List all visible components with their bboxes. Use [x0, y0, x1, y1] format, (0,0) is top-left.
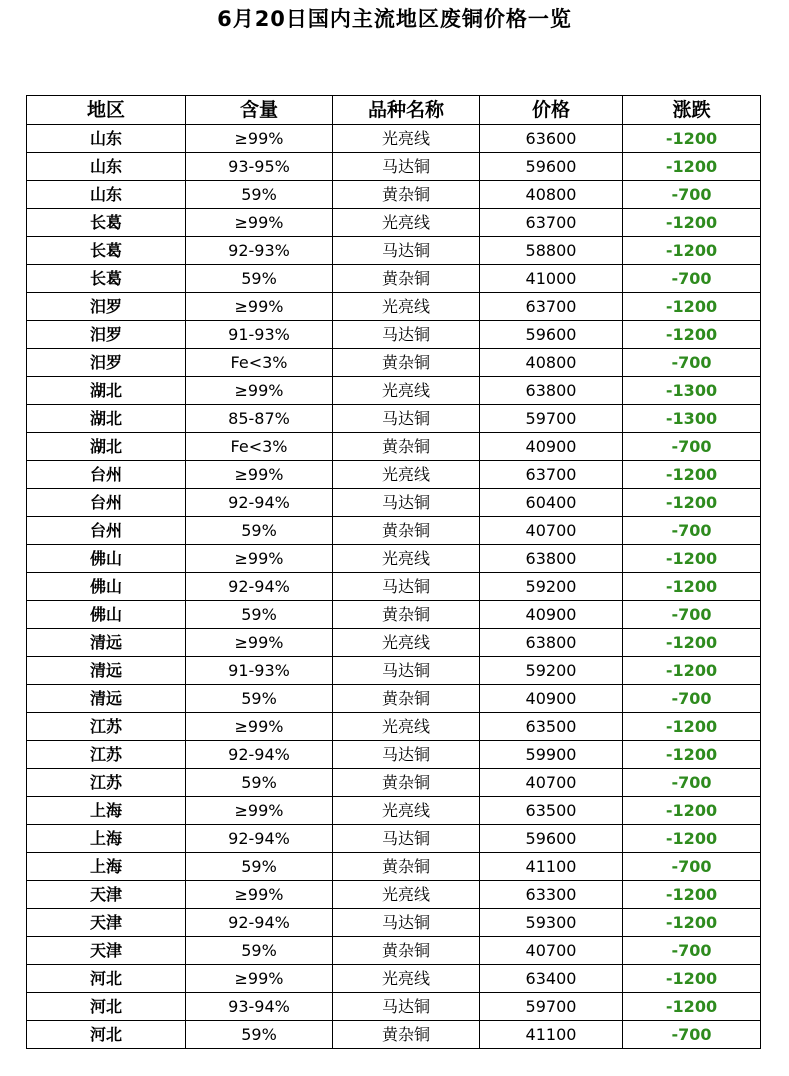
- cell-price: 63800: [480, 629, 623, 657]
- cell-price: 59900: [480, 741, 623, 769]
- cell-change: -700: [623, 517, 761, 545]
- cell-content: Fe<3%: [186, 433, 333, 461]
- cell-change: -1200: [623, 993, 761, 1021]
- cell-content: 59%: [186, 265, 333, 293]
- cell-price: 40700: [480, 517, 623, 545]
- table-row: [27, 293, 761, 321]
- table-row: [27, 713, 761, 741]
- cell-content: 93-94%: [186, 993, 333, 1021]
- cell-price: 41100: [480, 853, 623, 881]
- cell-content: 92-94%: [186, 825, 333, 853]
- cell-kind: 光亮线: [333, 797, 480, 825]
- cell-region: 佛山: [27, 545, 186, 573]
- cell-content: 92-94%: [186, 489, 333, 517]
- cell-price: 41000: [480, 265, 623, 293]
- cell-region: 山东: [27, 125, 186, 153]
- cell-change: -1200: [623, 629, 761, 657]
- cell-kind: 光亮线: [333, 377, 480, 405]
- cell-region: 湖北: [27, 433, 186, 461]
- table-row: [27, 489, 761, 517]
- cell-region: 河北: [27, 993, 186, 1021]
- cell-region: 江苏: [27, 713, 186, 741]
- table-row: [27, 881, 761, 909]
- cell-region: 湖北: [27, 405, 186, 433]
- cell-content: ≥99%: [186, 965, 333, 993]
- cell-price: 59600: [480, 321, 623, 349]
- cell-price: 63700: [480, 461, 623, 489]
- cell-price: 40900: [480, 601, 623, 629]
- cell-content: 92-94%: [186, 909, 333, 937]
- table-row: [27, 825, 761, 853]
- cell-price: 63800: [480, 377, 623, 405]
- table-row: [27, 321, 761, 349]
- table-row: [27, 629, 761, 657]
- cell-content: 91-93%: [186, 321, 333, 349]
- cell-kind: 马达铜: [333, 909, 480, 937]
- cell-region: 上海: [27, 797, 186, 825]
- cell-change: -1200: [623, 293, 761, 321]
- table-row: [27, 685, 761, 713]
- cell-price: 40700: [480, 769, 623, 797]
- cell-kind: 光亮线: [333, 209, 480, 237]
- cell-content: 92-94%: [186, 741, 333, 769]
- cell-change: -1200: [623, 461, 761, 489]
- table-row: [27, 853, 761, 881]
- cell-kind: 黄杂铜: [333, 265, 480, 293]
- cell-content: 85-87%: [186, 405, 333, 433]
- cell-region: 台州: [27, 489, 186, 517]
- cell-region: 上海: [27, 853, 186, 881]
- cell-region: 天津: [27, 881, 186, 909]
- cell-price: 40700: [480, 937, 623, 965]
- cell-region: 长葛: [27, 265, 186, 293]
- table-row: [27, 153, 761, 181]
- cell-change: -700: [623, 601, 761, 629]
- cell-price: 63400: [480, 965, 623, 993]
- table-row: [27, 209, 761, 237]
- cell-content: 59%: [186, 517, 333, 545]
- cell-price: 41100: [480, 1021, 623, 1049]
- cell-content: ≥99%: [186, 713, 333, 741]
- cell-price: 59700: [480, 405, 623, 433]
- cell-region: 江苏: [27, 769, 186, 797]
- header-region: 地区: [27, 96, 186, 125]
- cell-content: ≥99%: [186, 545, 333, 573]
- table-header-row: [27, 96, 761, 125]
- cell-region: 天津: [27, 909, 186, 937]
- cell-region: 清远: [27, 657, 186, 685]
- cell-kind: 马达铜: [333, 237, 480, 265]
- cell-change: -1200: [623, 657, 761, 685]
- cell-change: -1200: [623, 573, 761, 601]
- cell-price: 60400: [480, 489, 623, 517]
- header-change: 涨跌: [623, 96, 761, 125]
- cell-kind: 黄杂铜: [333, 937, 480, 965]
- cell-kind: 黄杂铜: [333, 349, 480, 377]
- cell-region: 汨罗: [27, 349, 186, 377]
- page-title: 6月20日国内主流地区废铜价格一览: [217, 7, 572, 31]
- cell-price: 59200: [480, 573, 623, 601]
- cell-kind: 黄杂铜: [333, 433, 480, 461]
- cell-region: 台州: [27, 517, 186, 545]
- cell-kind: 光亮线: [333, 629, 480, 657]
- table-row: [27, 125, 761, 153]
- table-row: [27, 517, 761, 545]
- cell-price: 63700: [480, 293, 623, 321]
- cell-kind: 马达铜: [333, 321, 480, 349]
- cell-price: 59700: [480, 993, 623, 1021]
- cell-content: 59%: [186, 769, 333, 797]
- cell-kind: 黄杂铜: [333, 181, 480, 209]
- cell-content: ≥99%: [186, 125, 333, 153]
- cell-content: 59%: [186, 685, 333, 713]
- cell-kind: 光亮线: [333, 545, 480, 573]
- cell-price: 40900: [480, 685, 623, 713]
- table-row: [27, 741, 761, 769]
- table-row: [27, 909, 761, 937]
- table-row: [27, 237, 761, 265]
- cell-region: 河北: [27, 965, 186, 993]
- cell-content: ≥99%: [186, 293, 333, 321]
- cell-change: -700: [623, 853, 761, 881]
- cell-kind: 马达铜: [333, 825, 480, 853]
- cell-region: 江苏: [27, 741, 186, 769]
- cell-region: 长葛: [27, 209, 186, 237]
- cell-price: 63600: [480, 125, 623, 153]
- cell-region: 长葛: [27, 237, 186, 265]
- cell-price: 59200: [480, 657, 623, 685]
- cell-change: -1200: [623, 545, 761, 573]
- cell-change: -1200: [623, 741, 761, 769]
- cell-change: -700: [623, 937, 761, 965]
- cell-change: -1200: [623, 209, 761, 237]
- cell-kind: 黄杂铜: [333, 601, 480, 629]
- cell-region: 山东: [27, 153, 186, 181]
- cell-change: -1300: [623, 405, 761, 433]
- cell-region: 汨罗: [27, 293, 186, 321]
- table-row: [27, 1021, 761, 1049]
- cell-content: 59%: [186, 853, 333, 881]
- cell-price: 40800: [480, 181, 623, 209]
- price-table: [26, 95, 761, 1049]
- header-kind: 品种名称: [333, 96, 480, 125]
- cell-change: -700: [623, 349, 761, 377]
- cell-price: 59600: [480, 153, 623, 181]
- cell-content: 59%: [186, 601, 333, 629]
- table-body: [27, 125, 761, 1049]
- cell-kind: 马达铜: [333, 657, 480, 685]
- cell-content: 92-93%: [186, 237, 333, 265]
- cell-change: -1200: [623, 321, 761, 349]
- cell-region: 湖北: [27, 377, 186, 405]
- cell-region: 天津: [27, 937, 186, 965]
- cell-change: -1200: [623, 797, 761, 825]
- table-row: [27, 265, 761, 293]
- cell-kind: 马达铜: [333, 405, 480, 433]
- cell-content: 59%: [186, 181, 333, 209]
- table-row: [27, 433, 761, 461]
- table-row: [27, 993, 761, 1021]
- cell-kind: 光亮线: [333, 125, 480, 153]
- cell-kind: 黄杂铜: [333, 1021, 480, 1049]
- cell-content: 92-94%: [186, 573, 333, 601]
- cell-kind: 马达铜: [333, 489, 480, 517]
- cell-change: -1200: [623, 153, 761, 181]
- cell-change: -1200: [623, 965, 761, 993]
- cell-content: 59%: [186, 937, 333, 965]
- table-row: [27, 377, 761, 405]
- table-row: [27, 797, 761, 825]
- cell-change: -1200: [623, 713, 761, 741]
- cell-change: -700: [623, 685, 761, 713]
- cell-region: 上海: [27, 825, 186, 853]
- cell-change: -1200: [623, 237, 761, 265]
- cell-change: -1200: [623, 125, 761, 153]
- cell-change: -700: [623, 181, 761, 209]
- cell-region: 河北: [27, 1021, 186, 1049]
- cell-content: ≥99%: [186, 629, 333, 657]
- cell-region: 台州: [27, 461, 186, 489]
- cell-change: -700: [623, 1021, 761, 1049]
- cell-region: 清远: [27, 629, 186, 657]
- cell-content: ≥99%: [186, 881, 333, 909]
- table-row: [27, 937, 761, 965]
- cell-price: 63300: [480, 881, 623, 909]
- table-row: [27, 657, 761, 685]
- cell-content: 59%: [186, 1021, 333, 1049]
- cell-kind: 马达铜: [333, 573, 480, 601]
- header-price: 价格: [480, 96, 623, 125]
- cell-kind: 黄杂铜: [333, 769, 480, 797]
- cell-kind: 光亮线: [333, 713, 480, 741]
- cell-kind: 黄杂铜: [333, 685, 480, 713]
- table-row: [27, 965, 761, 993]
- cell-change: -1200: [623, 489, 761, 517]
- cell-content: ≥99%: [186, 461, 333, 489]
- cell-price: 63700: [480, 209, 623, 237]
- cell-region: 汨罗: [27, 321, 186, 349]
- cell-kind: 马达铜: [333, 993, 480, 1021]
- cell-change: -700: [623, 265, 761, 293]
- cell-content: ≥99%: [186, 209, 333, 237]
- cell-content: ≥99%: [186, 797, 333, 825]
- cell-region: 清远: [27, 685, 186, 713]
- cell-kind: 马达铜: [333, 741, 480, 769]
- cell-change: -1200: [623, 881, 761, 909]
- table-row: [27, 573, 761, 601]
- table-row: [27, 545, 761, 573]
- cell-price: 59300: [480, 909, 623, 937]
- cell-content: 93-95%: [186, 153, 333, 181]
- cell-change: -1200: [623, 825, 761, 853]
- cell-price: 58800: [480, 237, 623, 265]
- cell-kind: 黄杂铜: [333, 853, 480, 881]
- cell-kind: 光亮线: [333, 965, 480, 993]
- table-row: [27, 601, 761, 629]
- cell-price: 63500: [480, 797, 623, 825]
- cell-kind: 光亮线: [333, 293, 480, 321]
- cell-change: -700: [623, 433, 761, 461]
- table-row: [27, 181, 761, 209]
- cell-kind: 马达铜: [333, 153, 480, 181]
- cell-content: 91-93%: [186, 657, 333, 685]
- cell-content: Fe<3%: [186, 349, 333, 377]
- cell-kind: 光亮线: [333, 461, 480, 489]
- cell-price: 59600: [480, 825, 623, 853]
- cell-price: 63800: [480, 545, 623, 573]
- cell-price: 40800: [480, 349, 623, 377]
- cell-change: -1200: [623, 909, 761, 937]
- table-row: [27, 405, 761, 433]
- cell-region: 佛山: [27, 573, 186, 601]
- table-row: [27, 349, 761, 377]
- cell-change: -700: [623, 769, 761, 797]
- cell-region: 佛山: [27, 601, 186, 629]
- cell-change: -1300: [623, 377, 761, 405]
- cell-price: 40900: [480, 433, 623, 461]
- header-content: 含量: [186, 96, 333, 125]
- cell-price: 63500: [480, 713, 623, 741]
- table-row: [27, 769, 761, 797]
- cell-content: ≥99%: [186, 377, 333, 405]
- cell-region: 山东: [27, 181, 186, 209]
- cell-kind: 黄杂铜: [333, 517, 480, 545]
- cell-kind: 光亮线: [333, 881, 480, 909]
- table-row: [27, 461, 761, 489]
